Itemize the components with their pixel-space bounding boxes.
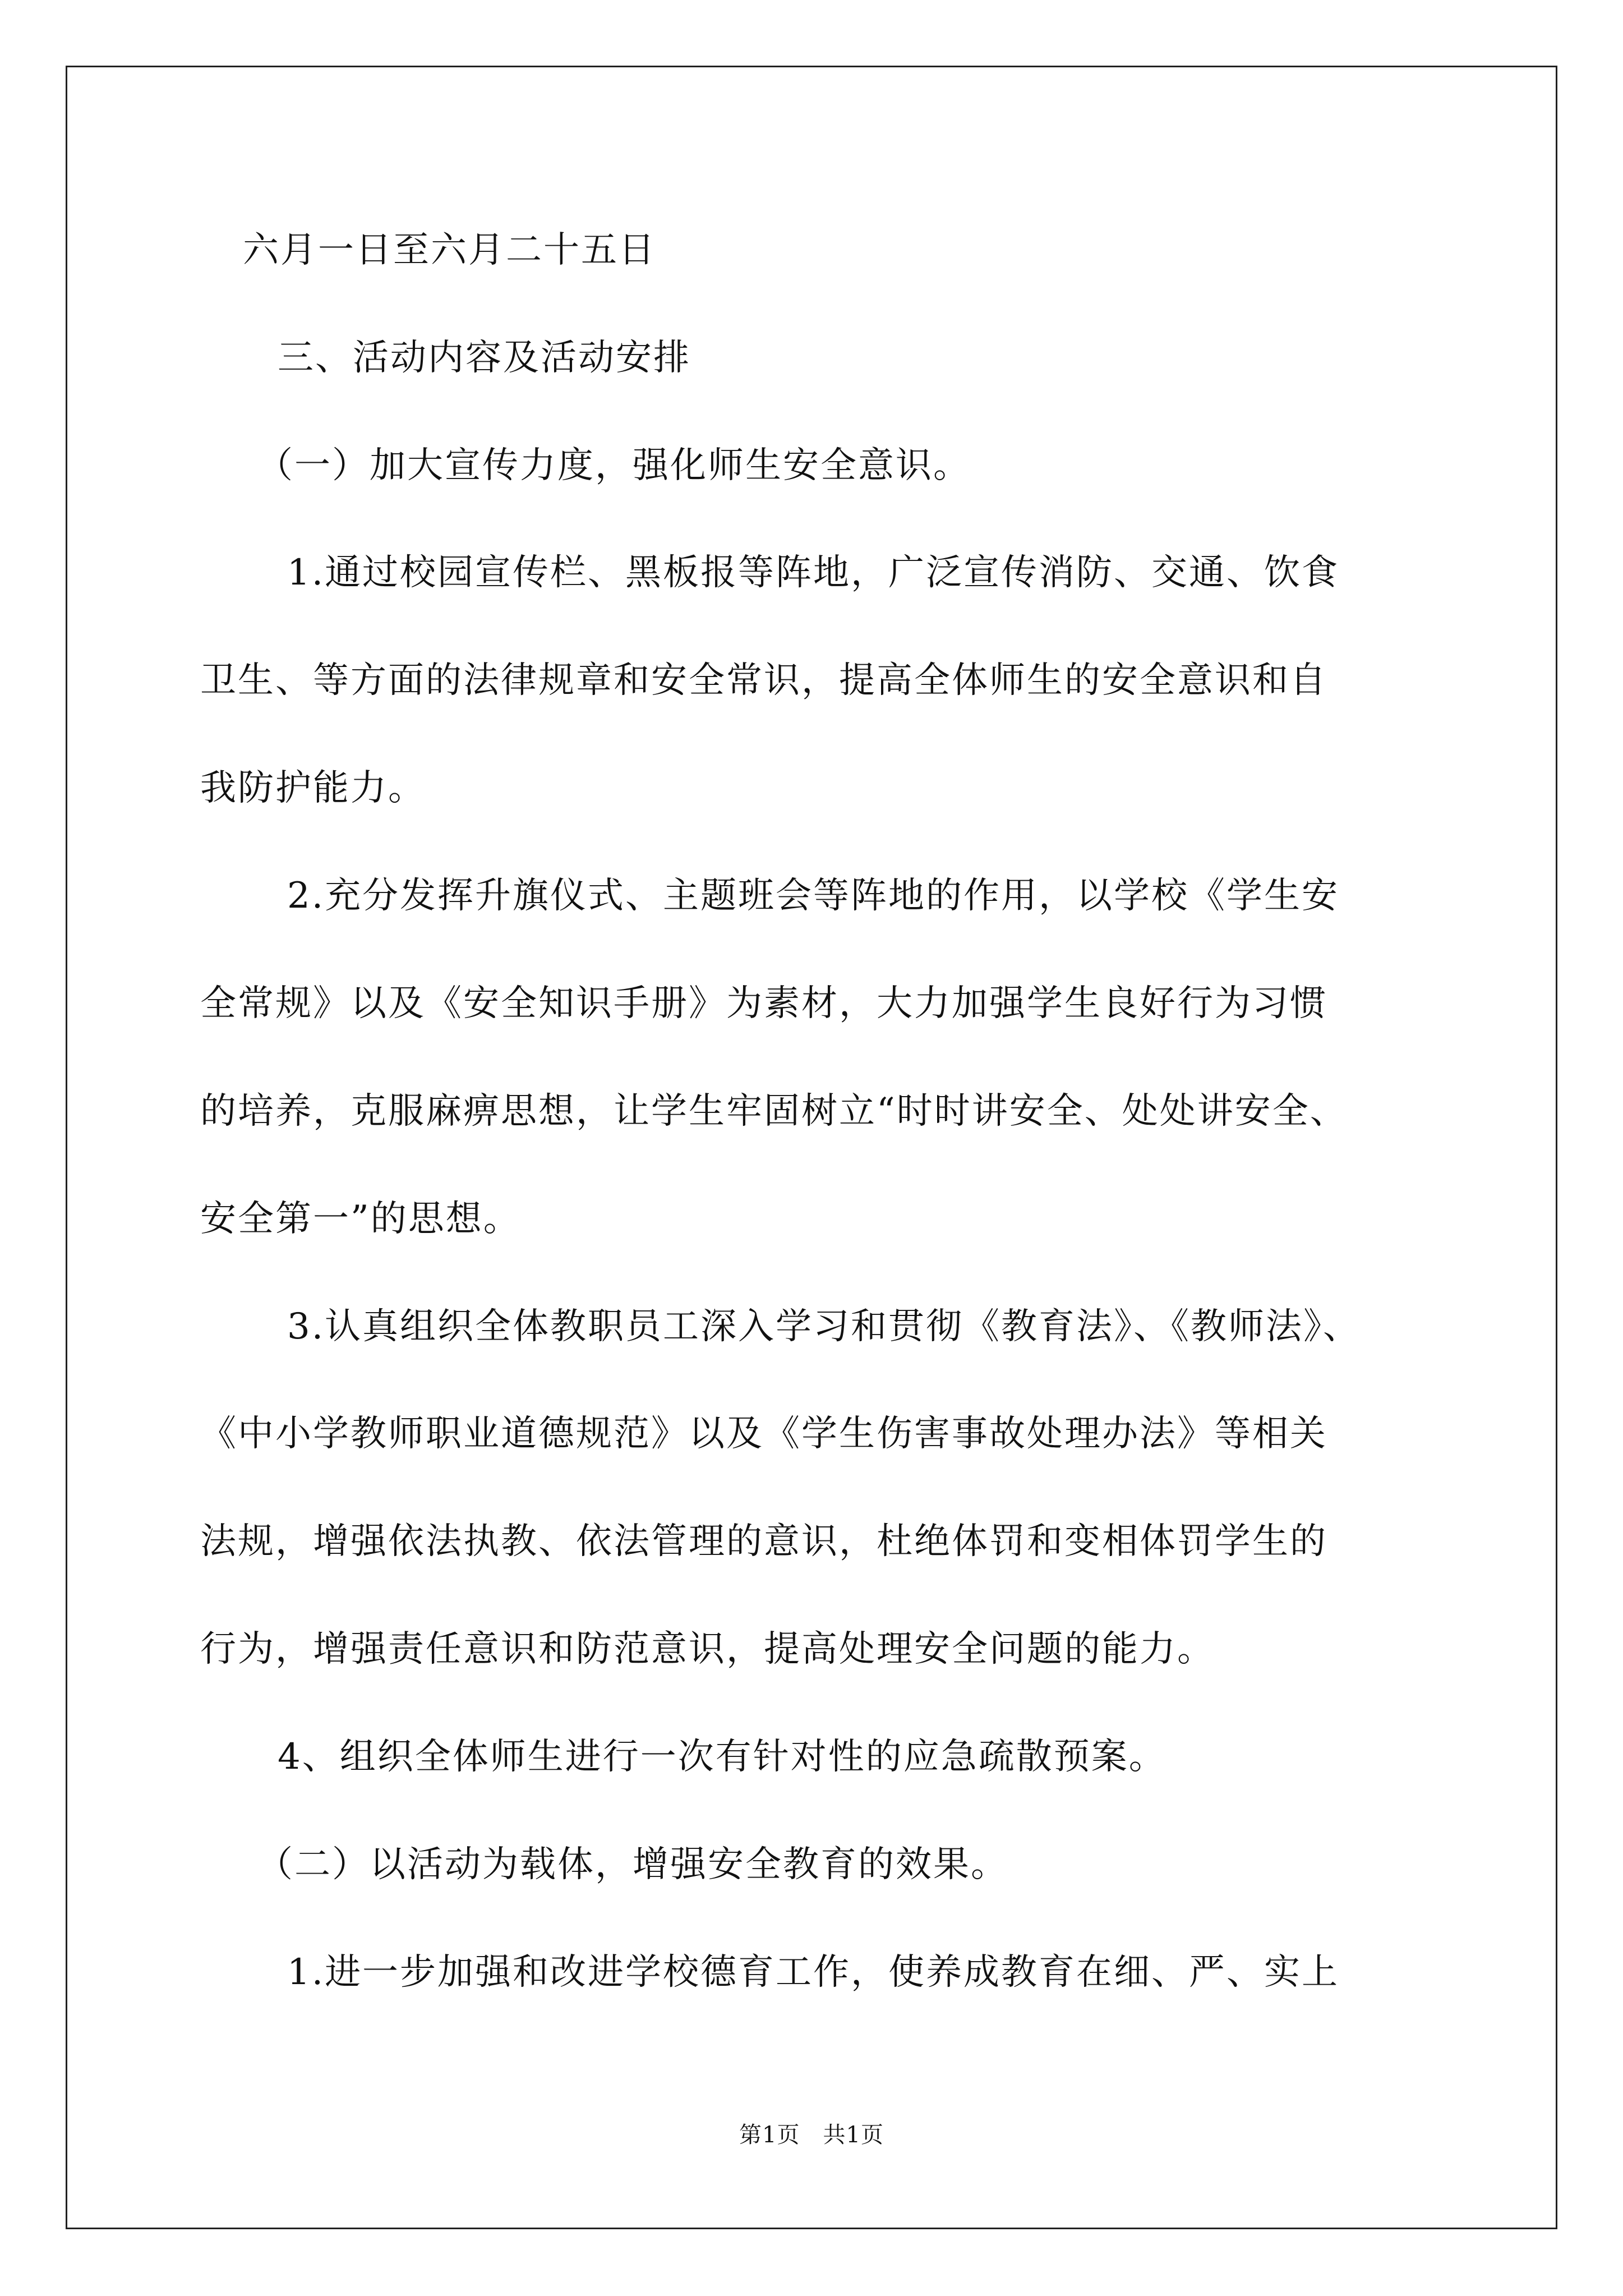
paragraph-line: 《中小学教师职业道德规范》以及《学生伤害事故处理办法》等相关 xyxy=(200,1413,1327,1455)
subsection-heading-two: （二）以活动为载体，增强安全教育的效果。 xyxy=(257,1844,1008,1885)
subsection-heading-one: （一）加大宣传力度，强化师生安全意识。 xyxy=(257,445,971,486)
paragraph-line: 安全第一”的思想。 xyxy=(200,1198,521,1240)
paragraph-line: 4、组织全体师生进行一次有针对性的应急疏散预案。 xyxy=(278,1736,1166,1778)
paragraph-line: 全常规》以及《安全知识手册》为素材，大力加强学生良好行为习惯 xyxy=(200,983,1327,1024)
paragraph-line: 我防护能力。 xyxy=(200,767,426,809)
paragraph-line: 1.通过校园宣传栏、黑板报等阵地，广泛宣传消防、交通、饮食 xyxy=(287,552,1340,593)
paragraph-line: 1.进一步加强和改进学校德育工作，使养成教育在细、严、实上 xyxy=(287,1952,1340,1993)
page-footer: 第1页 共1页 xyxy=(739,2122,884,2148)
paragraph-line: 的培养，克服麻痹思想，让学生牢固树立“时时讲安全、处处讲安全、 xyxy=(200,1091,1348,1132)
paragraph-line: 行为，增强责任意识和防范意识，提高处理安全问题的能力。 xyxy=(200,1628,1215,1670)
page-border xyxy=(66,66,1557,2229)
paragraph-line: 2.充分发挥升旗仪式、主题班会等阵地的作用，以学校《学生安 xyxy=(287,875,1340,917)
date-range-line: 六月一日至六月二十五日 xyxy=(243,229,656,271)
paragraph-line: 法规，增强依法执教、依法管理的意识，杜绝体罚和变相体罚学生的 xyxy=(200,1521,1327,1562)
paragraph-line: 卫生、等方面的法律规章和安全常识，提高全体师生的安全意识和自 xyxy=(200,660,1327,701)
section-heading-three: 三、活动内容及活动安排 xyxy=(278,337,691,379)
paragraph-line: 3.认真组织全体教职员工深入学习和贯彻《教育法》、《教师法》、 xyxy=(287,1306,1361,1347)
